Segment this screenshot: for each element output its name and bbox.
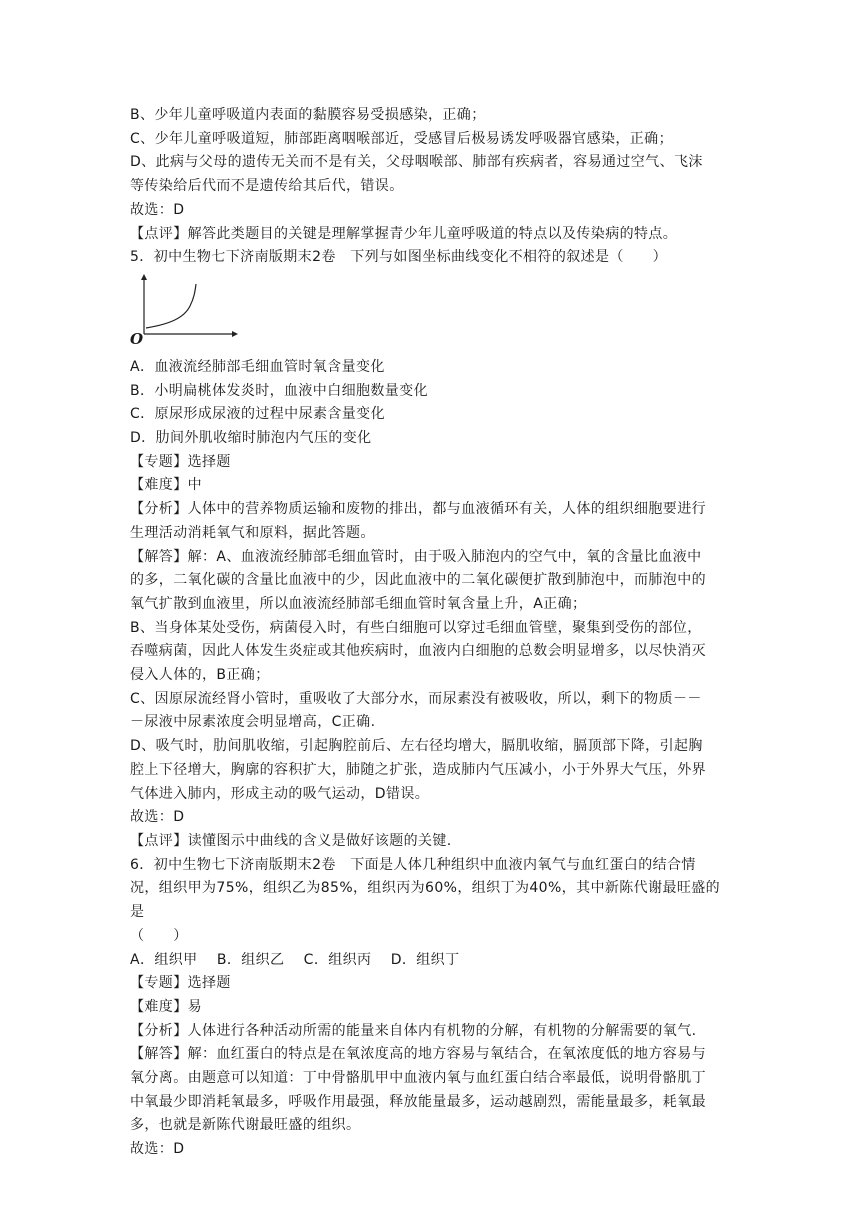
answer-line: 【解答】解：血红蛋白的特点是在氧浓度高的地方容易与氧结合，在氧浓度低的地方容易与 <box>130 1046 706 1063</box>
rising-curve <box>146 284 196 328</box>
answer-line: 的多，二氧化碳的含量比血液中的少，因此血液中的二氧化碳便扩散到肺泡中，而肺泡中的 <box>130 572 706 589</box>
topic-label: 【专题】选择题 <box>130 453 231 470</box>
option-d: D．肋间外肌收缩时肺泡内气压的变化 <box>130 430 372 447</box>
text-line: 等传染给后代而不是遗传给其后代，错误。 <box>130 178 404 195</box>
answer-line: C、因原尿流经肾小管时，重吸收了大部分水，而尿素没有被吸收，所以，剩下的物质－－ <box>130 690 702 707</box>
answer-line: 侵入人体的，B正确； <box>130 667 270 684</box>
answer-line: B、当身体某处受伤，病菌侵入时，有些白细胞可以穿过毛细血管壁，聚集到受伤的部位， <box>130 619 702 636</box>
analysis-line: 【分析】人体中的营养物质运输和废物的排出，都与血液循环有关，人体的组织细胞要进行 <box>130 501 706 518</box>
question-6-stem: 况，组织甲为75%，组织乙为85%，组织丙为60%，组织丁为40%，其中新陈代谢最旺盛的是 <box>130 880 721 921</box>
question-6-stem: （ ） <box>130 927 188 944</box>
option-c: C．原尿形成尿液的过程中尿素含量变化 <box>130 406 385 423</box>
choice-line: 故选：D <box>130 809 185 826</box>
answer-line: 气体进入肺内，形成主动的吸气运动，D错误。 <box>130 785 430 802</box>
answer-line: 多，也就是新陈代谢最旺盛的组织。 <box>130 1117 361 1134</box>
analysis-line: 生理活动消耗氧气和原料，据此答题。 <box>130 524 375 541</box>
choice-line: 故选：D <box>130 1141 185 1158</box>
difficulty-label: 【难度】中 <box>130 477 202 494</box>
text-line: 故选：D <box>130 201 185 218</box>
y-axis-arrow <box>141 274 147 280</box>
analysis-line: 【分析】人体进行各种活动所需的能量来自体内有机物的分解，有机物的分解需要的氧气. <box>130 1022 697 1039</box>
comment-line: 【点评】读懂图示中曲线的含义是做好该题的关键. <box>130 832 452 849</box>
answer-line: －尿液中尿素浓度会明显增高，C正确. <box>130 714 376 731</box>
answer-line: 中氧最少即消耗氧最多，呼吸作用最强，释放能量最多，运动越剧烈，需能量最多，耗氧最 <box>130 1093 706 1110</box>
answer-line: 氧分离。由题意可以知道：丁中骨骼肌甲中血液内氧与血红蛋白结合率最低，说明骨骼肌丁 <box>130 1070 706 1087</box>
answer-line: D、吸气时，肋间肌收缩，引起胸腔前后、左右径均增大，膈肌收缩，膈顶部下降，引起胸 <box>130 738 703 755</box>
document-body <box>130 104 730 1162</box>
text-line: B、少年儿童呼吸道内表面的黏膜容易受损感染，正确； <box>130 107 486 123</box>
option-a: A．血液流经肺部毛细血管时氧含量变化 <box>130 358 385 375</box>
question-6-options: A．组织甲 B．组织乙 C．组织丙 D．组织丁 <box>130 951 460 968</box>
answer-line: 【解答】解：A、血液流经肺部毛细血管时，由于吸入肺泡内的空气中，氧的含量比血液中 <box>130 548 702 565</box>
text-line: 【点评】解答此类题目的关键是理解掌握青少年儿童呼吸道的特点以及传染病的特点。 <box>130 225 678 242</box>
option-b: B．小明扁桃体发炎时，血液中白细胞数量变化 <box>130 382 429 399</box>
answer-line: 氧气扩散到血液里，所以血液流经肺部毛细血管时氧含量上升，A正确； <box>130 595 587 612</box>
text-line: C、少年儿童呼吸道短，肺部距离咽喉部近，受感冒后极易诱发呼吸器官感染，正确； <box>130 130 673 147</box>
answer-line: 吞噬病菌，因此人体发生炎症或其他疾病时，血液内白细胞的总数会明显增多，以尽快消灭 <box>130 643 706 660</box>
question-5-stem: 5．初中生物七下济南版期末2卷 下列与如图坐标曲线变化不相符的叙述是（ ） <box>130 249 668 266</box>
coordinate-curve-figure <box>130 272 240 352</box>
text-line: D、此病与父母的遗传无关而不是有关，父母咽喉部、肺部有疾病者，容易通过空气、飞沫 <box>130 154 703 171</box>
topic-label: 【专题】选择题 <box>130 975 231 992</box>
curve-graph <box>130 272 240 352</box>
x-axis-arrow <box>232 331 238 337</box>
difficulty-label: 【难度】易 <box>130 998 202 1015</box>
answer-line: 腔上下径增大，胸廓的容积扩大，肺随之扩张，造成肺内气压减小，小于外界大气压，外界 <box>130 761 706 778</box>
origin-label: O <box>130 329 144 348</box>
question-6-stem: 6．初中生物七下济南版期末2卷 下面是人体几种组织中血液内氧气与血红蛋白的结合情 <box>130 856 696 873</box>
